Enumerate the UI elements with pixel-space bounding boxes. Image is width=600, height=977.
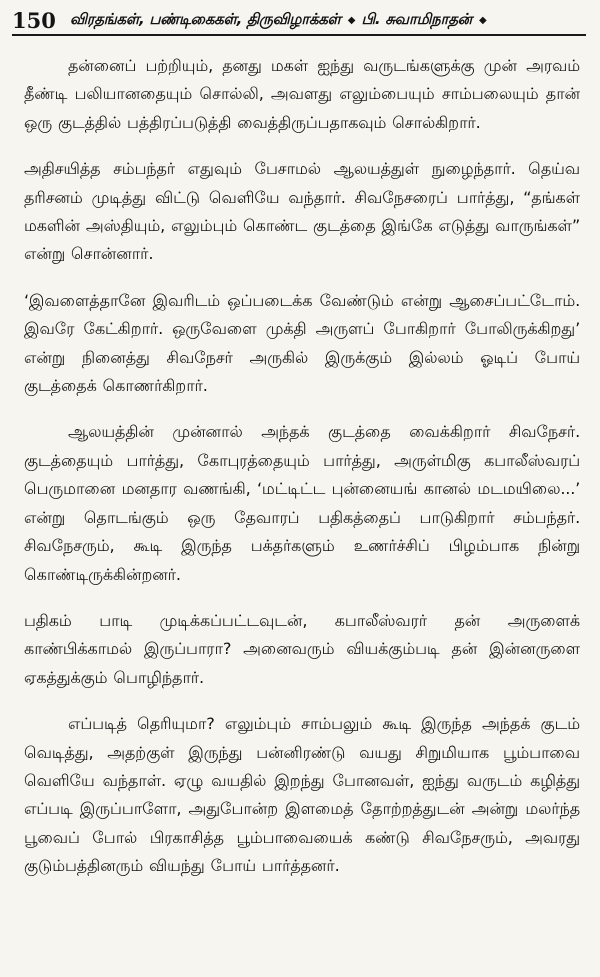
- paragraph-2: அதிசயித்த சம்பந்தர் எதுவும் பேசாமல் ஆலயத்துள் நுழைந்தார். தெய்வ தரிசனம் முடித்து விட்டு வெளியே வந்தார். சிவநேசரைப் பார்த்து, “தங்கள் மகளின் அஸ்தியும், எலும்பும் கொண்ட குடத்தை இங்கே எடுத்து வாருங்கள்” என்று சொன்னார்.: [24, 159, 580, 264]
- author-name: பி. சுவாமிநாதன்: [361, 10, 472, 28]
- paragraph-1: தன்னைப் பற்றியும், தனது மகள் ஐந்து வருடங்களுக்கு முன் அரவம் தீண்டி பலியானதையும் சொல்லி, அவளது எலும்பையும் சாம்பலையும் தான் ஒரு குடத்தில் பத்திரப்படுத்தி வைத்திருப்பதாகவும் சொல்கிறார்.: [24, 56, 580, 132]
- paragraph-6: எப்படித் தெரியுமா? எலும்பும் சாம்பலும் கூடி இருந்த அந்தக் குடம் வெடித்து, அதற்குள் இருந்து பன்னிரண்டு வயது சிறுமியாக பூம்பாவை வெளியே வந்தாள். ஏழு வயதில் இறந்து போனவள், ஐந்து வருடம் கழித்து எப்படி இருப்பாளோ, அதுபோன்ற இளமைத் தோற்றத்துடன் அன்று மலர்ந்த பூவைப் போல் பிரகாசித்த பூம்பாவையைக் கண்டு சிவநேசரும், அவரது குடும்பத்தினரும் வியந்து போய் பார்த்தனர்.: [24, 714, 580, 876]
- running-header: [12, 0, 586, 36]
- paragraph-4: ஆலயத்தின் முன்னால் அந்தக் குடத்தை வைக்கிறார் சிவநேசர். குடத்தையும் பார்த்து, கோபுரத்தையும் பார்த்து, அருள்மிகு கபாலீஸ்வரப் பெருமானை மனதார வணங்கி, ‘மட்டிட்ட புன்னையங் கானல் மடமயிலை...’ என்று தொடங்கும் ஒரு தேவாரப் பதிகத்தைப் பாடுகிறார் சம்பந்தர். சிவநேசரும், கூடி இருந்த பக்தர்களும் உணர்ச்சிப் பிழம்பாக நின்று கொண்டிருக்கின்றனர்.: [24, 422, 580, 584]
- paragraph-3: ‘இவளைத்தானே இவரிடம் ஒப்படைக்க வேண்டும் என்று ஆசைப்பட்டோம். இவரே கேட்கிறார். ஒருவேளை முக்தி அருளப் போகிறார் போலிருக்கிறது’ என்று நினைத்து சிவநேசர் அருகில் இருக்கும் இல்லம் ஓடிப் போய் குடத்தைக் கொணர்கிறார்.: [24, 290, 580, 396]
- header-separator-left: ◆: [347, 14, 356, 26]
- paragraph-5: பதிகம் பாடி முடிக்கப்பட்டவுடன், கபாலீஸ்வரர் தன் அருளைக் காண்பிக்காமல் இருப்பாரா? அனைவரும் வியக்கும்படி தன் இன்னருளை ஏகத்துக்கும் பொழிந்தார்.: [24, 610, 580, 687]
- body-text: [24, 52, 580, 899]
- page-number: 150: [12, 7, 56, 33]
- book-title: விரதங்கள், பண்டிகைகள், திருவிழாக்கள்: [70, 10, 341, 28]
- header-separator-right: ◆: [478, 14, 487, 26]
